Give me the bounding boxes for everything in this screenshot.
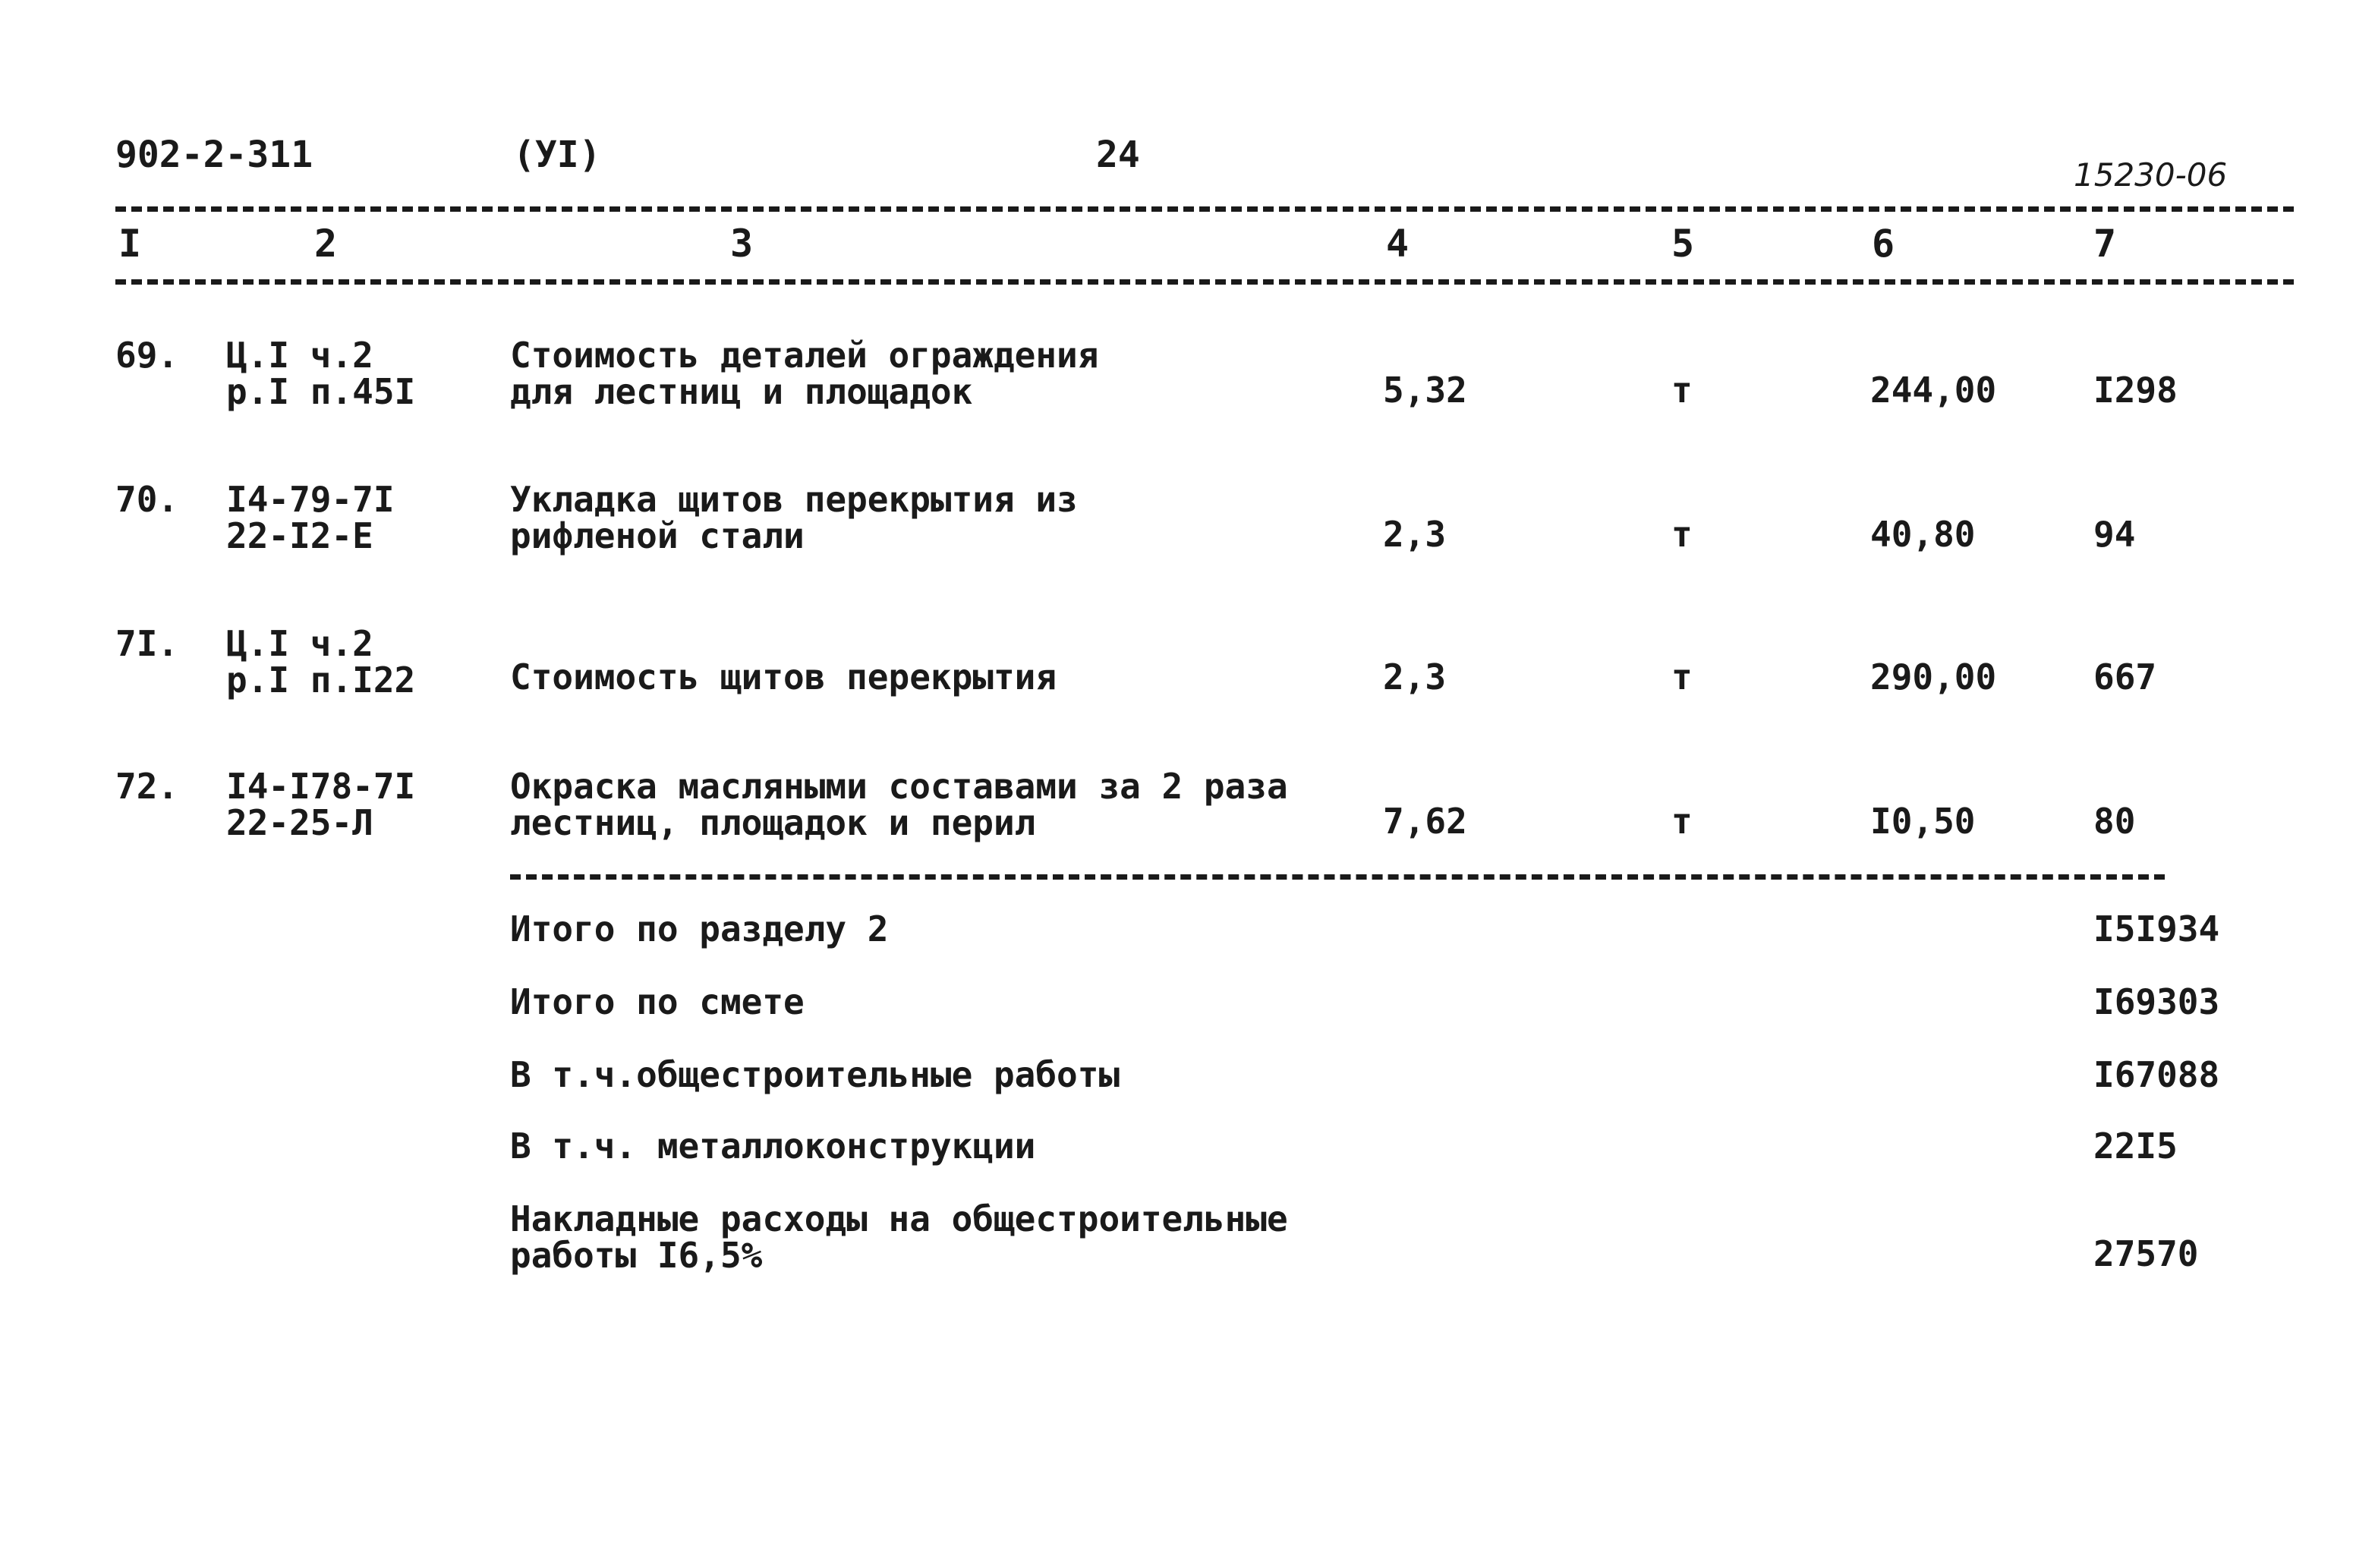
overhead-label-line1: Накладные расходы на общестроительные	[510, 1198, 1288, 1239]
row-quantity: 2,3	[1383, 656, 1447, 697]
row-description-line2: для лестниц и площадок	[510, 371, 973, 412]
summary-label: Итого по разделу 2	[510, 908, 889, 949]
document-code: 902-2-311	[115, 134, 313, 176]
row-quantity: 2,3	[1383, 514, 1447, 555]
summary-label: Итого по смете	[510, 981, 805, 1022]
row-quantity: 7,62	[1383, 801, 1467, 842]
row-number: 69.	[115, 335, 179, 376]
totals-separator-rule	[510, 874, 2165, 880]
row-reference-line2: р.I п.45I	[226, 371, 416, 412]
row-reference-line1: Ц.I ч.2	[226, 623, 373, 664]
overhead-label-line2: работы I6,5%	[510, 1235, 763, 1276]
row-reference-line1: I4-I78-7I	[226, 766, 416, 807]
page-number: 24	[1096, 134, 1140, 176]
summary-value: I69303	[2093, 981, 2220, 1022]
row-number: 7I.	[115, 623, 179, 664]
row-number: 72.	[115, 766, 179, 807]
column-header-5: 5	[1671, 222, 1695, 266]
row-unit-price: 244,00	[1870, 370, 1997, 411]
row-reference-line1: Ц.I ч.2	[226, 335, 373, 376]
summary-value: 22I5	[2093, 1126, 2178, 1167]
summary-value: I67088	[2093, 1054, 2220, 1095]
row-description-line1: Укладка щитов перекрытия из	[510, 479, 1078, 520]
summary-label: В т.ч. металлоконструкции	[510, 1126, 1036, 1167]
row-description-line2: рифленой стали	[510, 515, 805, 556]
row-number: 70.	[115, 479, 179, 520]
section-code: (УI)	[513, 134, 601, 176]
row-unit-price: 40,80	[1870, 514, 1976, 555]
row-total: I298	[2093, 370, 2178, 411]
row-reference-line1: I4-79-7I	[226, 479, 395, 520]
header-top-rule	[115, 206, 2294, 212]
column-header-4: 4	[1386, 222, 1410, 266]
row-description-line2: Стоимость щитов перекрытия	[510, 656, 1057, 697]
row-unit: т	[1671, 801, 1693, 842]
row-description-line1: Стоимость деталей ограждения	[510, 335, 1099, 376]
row-reference-line2: р.I п.I22	[226, 660, 416, 701]
column-header-1: I	[118, 222, 142, 266]
column-header-3: 3	[730, 222, 754, 266]
row-reference-line2: 22-I2-Е	[226, 515, 373, 556]
column-header-6: 6	[1872, 222, 1895, 266]
header-bottom-rule	[115, 279, 2294, 285]
archive-number: 15230-06	[2074, 156, 2228, 194]
row-unit: т	[1671, 370, 1693, 411]
row-unit: т	[1671, 514, 1693, 555]
row-description-line1: Окраска масляными составами за 2 раза	[510, 766, 1288, 807]
column-header-7: 7	[2093, 222, 2117, 266]
summary-label: В т.ч.общестроительные работы	[510, 1054, 1120, 1095]
row-total: 94	[2093, 514, 2136, 555]
row-total: 80	[2093, 801, 2136, 842]
row-quantity: 5,32	[1383, 370, 1467, 411]
row-description-line2: лестниц, площадок и перил	[510, 802, 1036, 843]
summary-value: I5I934	[2093, 908, 2220, 949]
row-reference-line2: 22-25-Л	[226, 802, 373, 843]
row-unit-price: I0,50	[1870, 801, 1976, 842]
column-header-2: 2	[314, 222, 338, 266]
row-total: 667	[2093, 656, 2157, 697]
row-unit: т	[1671, 656, 1693, 697]
overhead-value: 27570	[2093, 1233, 2199, 1274]
row-unit-price: 290,00	[1870, 656, 1997, 697]
